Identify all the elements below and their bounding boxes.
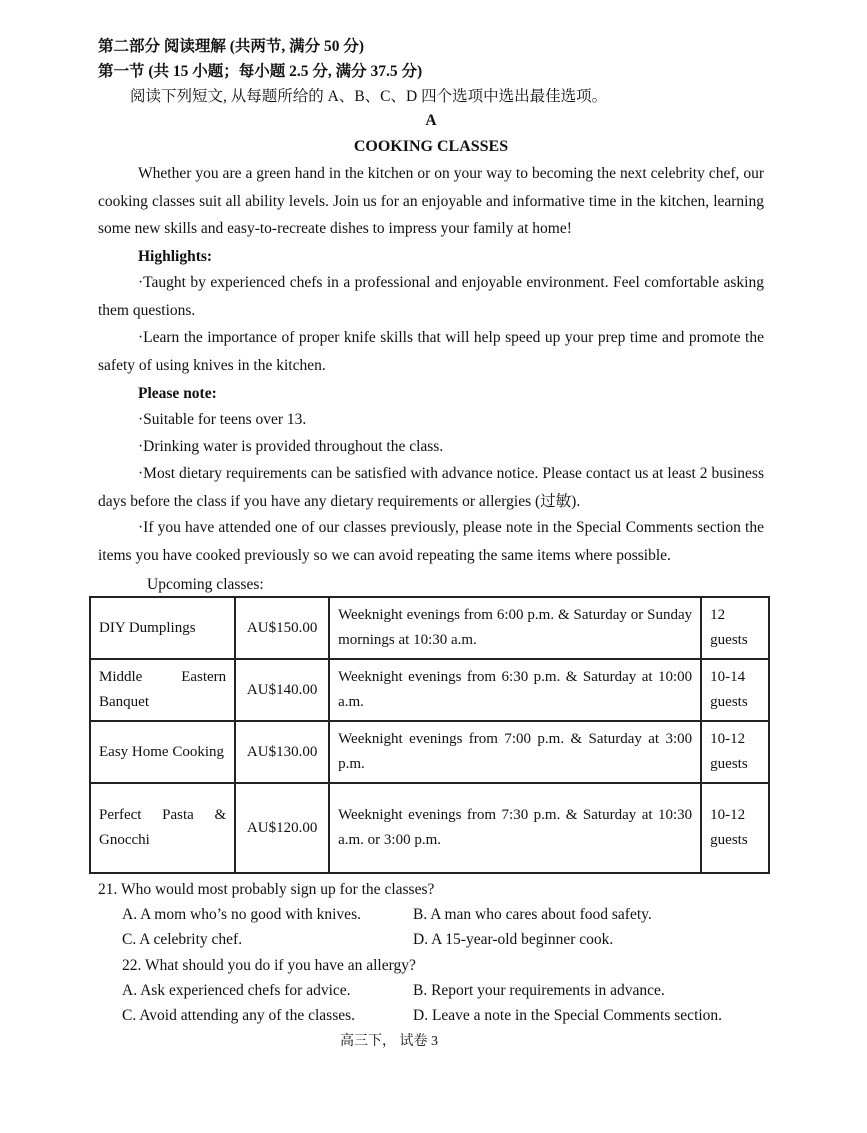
class-schedule: Weeknight evenings from 7:00 p.m. & Saturday at 3:00 p.m. [329,721,701,783]
class-name: Perfect Pasta & Gnocchi [90,783,235,873]
table-row [90,659,769,721]
class-guests: 10-12 guests [701,783,769,873]
option-d[interactable]: D. A 15-year-old beginner cook. [413,931,614,948]
table-row [90,783,769,873]
class-guests: 12 guests [701,597,769,659]
note-item: ·Most dietary requirements can be satisfied with advance notice. Please contact us at least 2 business days before the class if you have any dietary requirements or allergies (过敏). [98,465,764,510]
class-price: AU$130.00 [235,721,329,783]
question-stem: 22. What should you do if you have an allergy? [122,957,416,974]
class-price: AU$150.00 [235,597,329,659]
option-a[interactable]: A. A mom who’s no good with knives. [122,906,361,923]
option-b[interactable]: B. Report your requirements in advance. [413,982,665,999]
class-schedule: Weeknight evenings from 6:00 p.m. & Saturday or Sunday mornings at 10:30 a.m. [329,597,701,659]
intro-paragraph: Whether you are a green hand in the kitchen or on your way to becoming the next celebrity chef, our cooking classes suit all ability levels. Join us for an enjoyable and informative time in the kitchen, learning some new skills and easy-to-recreate dishes to impress your family at home! [98,165,764,237]
passage-letter: A [425,112,437,129]
table-row [90,597,769,659]
class-name: Middle Eastern Banquet [90,659,235,721]
class-guests: 10-14 guests [701,659,769,721]
class-name: DIY Dumplings [90,597,235,659]
highlight-item: ·Taught by experienced chefs in a professional and enjoyable environment. Feel comfortable asking them questions. [98,274,764,319]
table-row [90,721,769,783]
note-item: ·Suitable for teens over 13. [138,411,307,428]
highlights-heading: Highlights: [138,248,213,265]
instruction: 阅读下列短文, 从每题所给的 A、B、C、D 四个选项中选出最佳选项。 [130,88,608,105]
part-title: 第二部分 阅读理解 (共两节, 满分 50 分) [98,38,365,55]
option-c[interactable]: C. A celebrity chef. [122,931,243,948]
option-b[interactable]: B. A man who cares about food safety. [413,906,652,923]
class-price: AU$140.00 [235,659,329,721]
upcoming-label: Upcoming classes: [147,576,264,593]
classes-table [89,596,770,874]
note-item: ·If you have attended one of our classes previously, please note in the Special Comments section the items you have cooked previously so we can avoid repeating the same items where possible. [98,519,764,564]
class-schedule: Weeknight evenings from 7:30 p.m. & Saturday at 10:30 a.m. or 3:00 p.m. [329,783,701,873]
passage-title: COOKING CLASSES [353,138,509,155]
option-c[interactable]: C. Avoid attending any of the classes. [122,1007,356,1024]
class-guests: 10-12 guests [701,721,769,783]
note-item: ·Drinking water is provided throughout the class. [138,438,444,455]
highlight-item: ·Learn the importance of proper knife skills that will help speed up your prep time and promote the safety of using knives in the kitchen. [98,329,764,374]
question-stem: 21. Who would most probably sign up for the classes? [98,881,435,898]
option-a[interactable]: A. Ask experienced chefs for advice. [122,982,351,999]
note-heading: Please note: [138,385,217,402]
option-d[interactable]: D. Leave a note in the Special Comments section. [413,1007,723,1024]
page-footer: 高三下， 试卷 3 [340,1034,438,1049]
class-name: Easy Home Cooking [90,721,235,783]
section-title: 第一节 (共 15 小题；每小题 2.5 分, 满分 37.5 分) [98,63,423,80]
class-schedule: Weeknight evenings from 6:30 p.m. & Saturday at 10:00 a.m. [329,659,701,721]
class-price: AU$120.00 [235,783,329,873]
